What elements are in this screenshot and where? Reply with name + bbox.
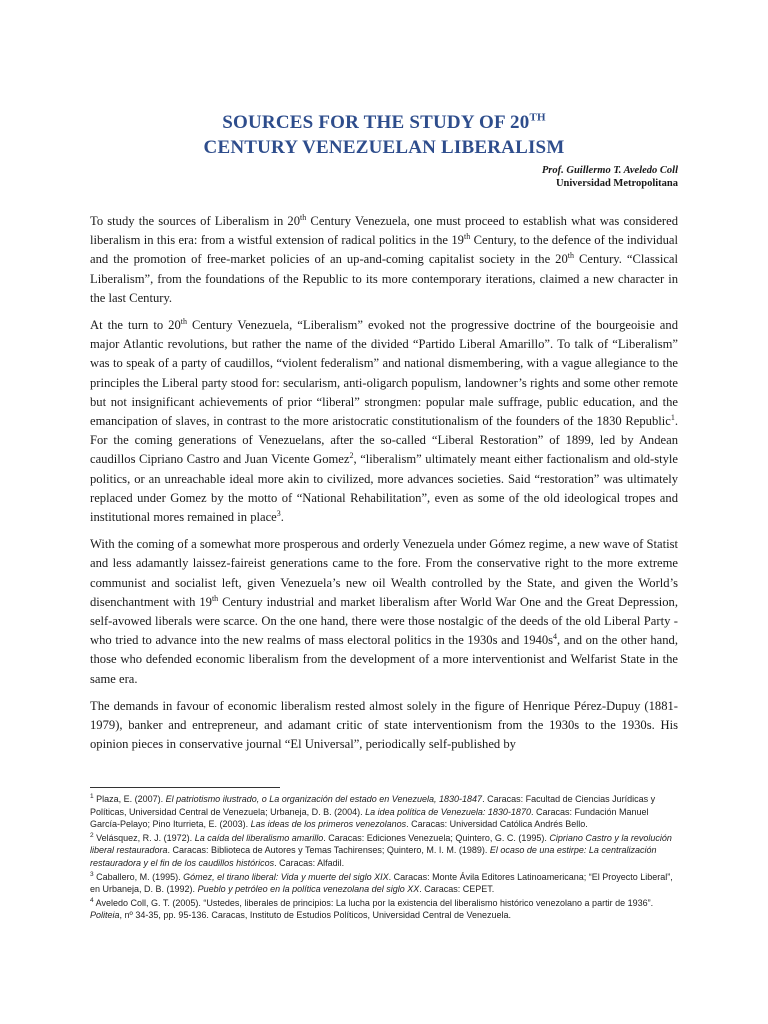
body-paragraph	[90, 212, 678, 308]
text-run: The demands in favour of economic liberalism rested almost solely in the figure of Henrique Pérez-Dupuy (1881-1979), banker and entrepreneur, and adamant critic of state interventionism from the 1930s to the 1930s. His opinion pieces in conservative journal “El Universal”, periodically self-published by	[90, 698, 678, 752]
italic-title: El patriotismo ilustrado, o La organización del estado en Venezuela, 1830-1847	[165, 794, 483, 804]
text-run: , “liberalism” ultimately meant either factionalism and old-style politics, or an unreachable ideal more akin to civilized, more advances societies. Said “restoration” was ultimately replaced under Gomez by the motto of “National Rehabilitation”, even as some of the old ideological tropes and institutional mores remained in place	[90, 452, 678, 525]
footnote-ref: th	[463, 232, 471, 242]
text-run: , and on the other hand, those who defended economic liberalism from the development of a more interventionist and Welfarist State in the same era.	[90, 633, 678, 686]
author-name: Prof. Guillermo T. Aveledo Coll	[541, 165, 678, 176]
footnotes	[90, 793, 678, 923]
body-paragraph	[90, 697, 678, 755]
body-paragraph	[90, 316, 678, 527]
footnote-ref: 2	[90, 831, 94, 839]
footnote-ref: 3	[90, 870, 94, 878]
footnote-ref: 4	[553, 632, 558, 642]
text-run: Century Venezuela, “Liberalism” evoked not the progressive doctrine of the bourgeoisie and major Atlantic revolutions, but rather the name of the divided “Partido Liberal Amarillo”. To talk of “Liberalism” was to speak of a party of caudillos, “violent federalism” and national dismembering, with a vague allegiance to the principles the Liberal party stood for: secularism, anti-oligarch populism, landowner’s rights and some other remote but not insignificant achievements of prior “liberal” strongmen: popular male suffrage, public education, and the emancipation of slaves, in contrast to the more aristocratic constitutionalism of the founders of the 1830 Republic	[90, 318, 678, 429]
text-run: , nº 34-35, pp. 95-136. Caracas, Instituto de Estudios Políticos, Universidad Central de Venezuela.	[119, 910, 512, 921]
body-paragraph	[90, 535, 678, 689]
text-run: . Caracas: Ediciones Venezuela; Quintero, G. C. (1995).	[323, 832, 550, 843]
title-line-2: CENTURY VENEZUELAN LIBERALISM	[203, 137, 565, 158]
footnote-ref: th	[180, 316, 187, 326]
footnote-ref: 3	[276, 508, 281, 518]
footnote	[90, 793, 678, 831]
text-run: . Caracas: Universidad Católica Andrés Bello.	[406, 819, 588, 830]
text-run: . Caracas: CEPET.	[419, 884, 495, 895]
text-run: To study the sources of Liberalism in 20	[90, 214, 301, 228]
footnote-ref: th	[211, 593, 219, 603]
title-superscript: TH	[529, 111, 546, 124]
italic-title: Las ideas de los primeros venezolanos	[250, 819, 407, 830]
italic-title: La caída del liberalismo amarillo	[194, 832, 324, 843]
italic-title: Gómez, el tirano liberal: Vida y muerte del siglo XIX	[183, 871, 389, 882]
text-run: Century Venezuela, one must proceed to establish what was considered liberalism in this era: from a wistful extension of radical politics in the 19	[90, 214, 678, 248]
footnote-ref: th	[567, 251, 575, 261]
text-run: Century, to the defence of the individual and the promotion of free-market policies of an up-and-coming capitalist society in the 20	[90, 233, 678, 267]
text-run: Caballero, M. (1995).	[93, 871, 184, 882]
italic-title: Pueblo y petróleo en la política venezolana del siglo XX	[197, 884, 420, 895]
text-run: Aveledo Coll, G. T. (2005). “Ustedes, liberales de principios: La lucha por la existencia del liberalismo histórico venezolano a partir de 1936”.	[93, 897, 654, 908]
italic-title: Cipriano Castro y la revolución liberal restauradora	[90, 832, 672, 856]
text-run: .	[280, 510, 284, 525]
footnote	[90, 897, 678, 922]
text-run: . Caracas: Monte Ávila Editores Latinoamericana; “El Proyecto Liberal”, en Urbaneja, D. B. (1992).	[90, 871, 673, 895]
footnote	[90, 871, 678, 896]
italic-title: La idea política de Venezuela: 1830-1870	[365, 806, 531, 817]
footnote-ref: 2	[349, 451, 354, 461]
text-run: . Caracas: Alfadil.	[274, 857, 345, 868]
footnote-ref: 1	[670, 412, 675, 422]
text-run: Velásquez, R. J. (1972).	[93, 832, 195, 843]
text-run: . For the coming generations of Venezuelans, after the so-called “Liberal Restoration” of 1899, led by Andean caudillos Cipriano Castro and Juan Vicente Gomez	[90, 414, 678, 467]
body-text	[90, 212, 678, 762]
footnote-ref: 4	[90, 896, 94, 904]
footnote	[90, 832, 678, 870]
footnote-ref: th	[300, 212, 307, 222]
text-run: Century. “Classical Liberalism”, from the foundations of the Republic to its more contemporary iterations, claimed a new character in the last Century.	[90, 252, 678, 305]
footnote-ref: 1	[90, 793, 94, 800]
text-run: . Caracas: Fundación Manuel García-Pelayo; Pino Iturrieta, E. (2003).	[90, 806, 649, 830]
author-affiliation: Universidad Metropolitana	[555, 178, 678, 189]
italic-title: Politeia	[90, 910, 120, 921]
text-run: At the turn to 20	[90, 318, 181, 333]
title-line-1: SOURCES FOR THE STUDY OF 20	[222, 112, 530, 133]
paper-title	[90, 110, 678, 160]
author-block	[542, 164, 678, 190]
footnote-separator	[90, 787, 280, 788]
text-run: Century industrial and market liberalism after World War One and the Great Depression, self-avowed liberals were scarce. On the one hand, there were those nostalgic of the deeds of the old Liberal Party -who tried to advance into the new realms of mass electoral politics in the 1930s and 1940s	[90, 594, 678, 648]
text-run: Plaza, E. (2007).	[93, 794, 166, 804]
text-run: . Caracas: Facultad de Ciencias Jurídicas y Políticas, Universidad Central de Venezuela; Urbaneja, D. B. (2004).	[90, 794, 656, 817]
text-run: With the coming of a somewhat more prosperous and orderly Venezuela under Gómez regime, a new wave of Statist and less adamantly laissez-faireist generations came to the fore. From the conservative right to the more extreme communist and socialist left, given Venezuela’s new oil Wealth controlled by the State, and given the World’s disenchantment with 19	[90, 537, 678, 609]
italic-title: El ocaso de una estirpe: La centralización restauradora y el fin de los caudillos históricos	[90, 845, 657, 868]
text-run: . Caracas: Biblioteca de Autores y Temas Tachirenses; Quintero, M. I. M. (1989).	[167, 845, 490, 856]
